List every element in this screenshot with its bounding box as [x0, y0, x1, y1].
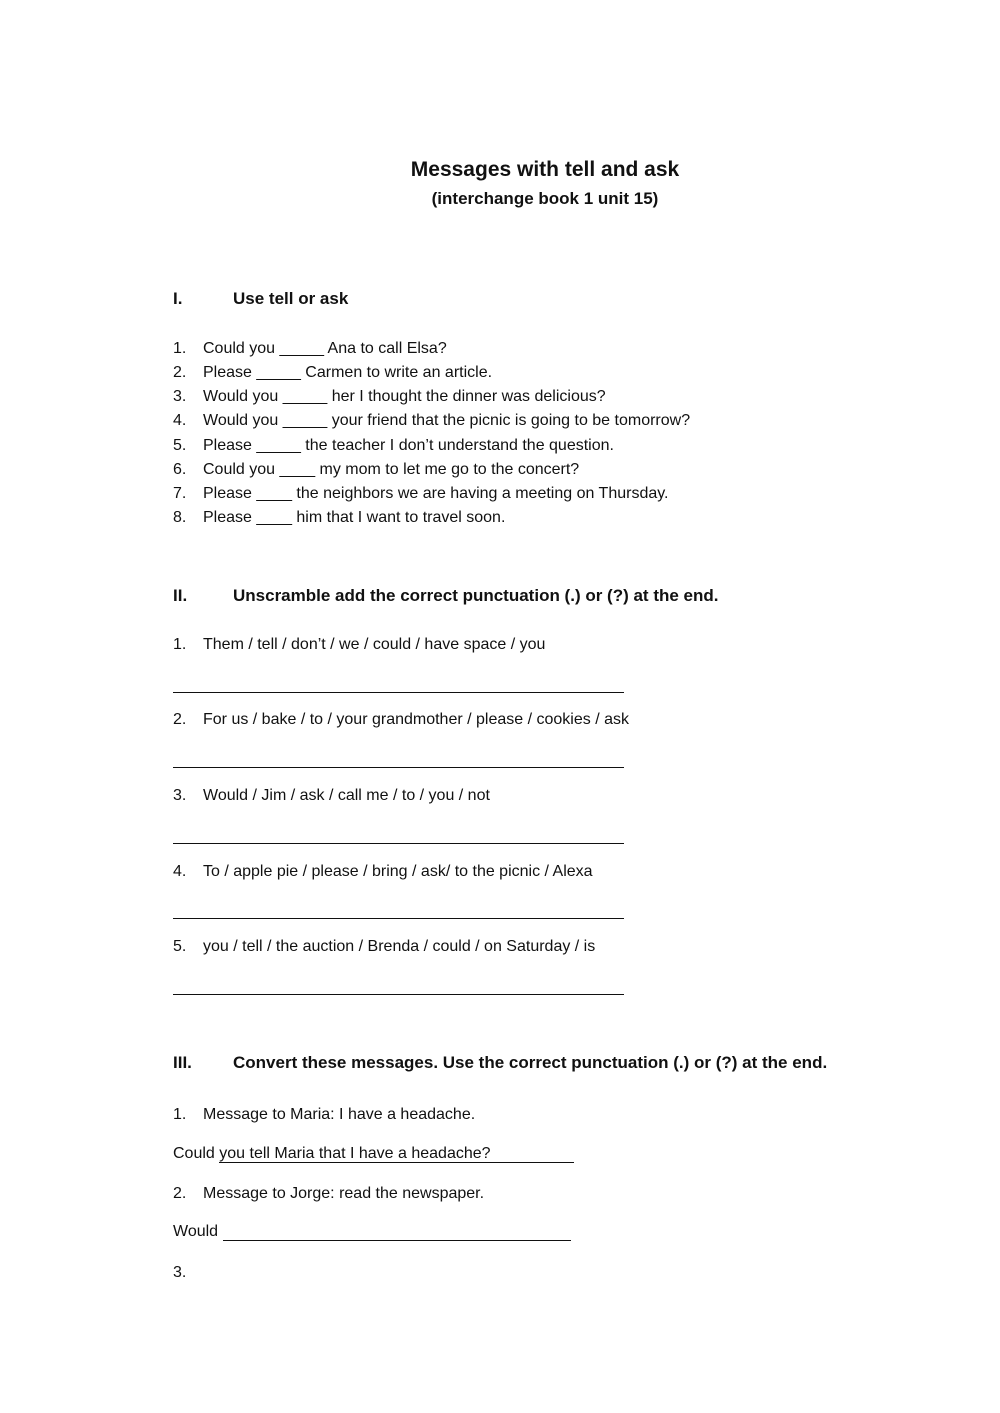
section-1-number: I.	[173, 289, 183, 308]
list-item: 5. you / tell / the auction / Brenda / could / on Saturday / is	[173, 938, 596, 955]
list-item: 2. Message to Jorge: read the newspaper.	[173, 1185, 485, 1202]
worksheet-title: Messages with tell and ask	[410, 158, 680, 181]
list-item: 7. Please ____ the neighbors we are having a meeting on Thursday.	[173, 485, 669, 502]
section-3-heading	[173, 1053, 827, 1073]
answer-example: Could you tell Maria that I have a headache?	[173, 1145, 574, 1163]
worksheet-subtitle: (interchange book 1 unit 15)	[431, 189, 659, 208]
list-item: 2. For us / bake / to / your grandmother / please / cookies / ask	[173, 711, 629, 728]
list-item: 3. Would / Jim / ask / call me / to / you / not	[173, 787, 490, 804]
list-item: 1. Them / tell / don’t / we / could / have space / you	[173, 636, 546, 653]
answer-line-row: Would	[173, 1223, 571, 1241]
list-item: 1. Message to Maria: I have a headache.	[173, 1106, 476, 1123]
answer-line[interactable]	[173, 994, 624, 995]
section-3-title: Convert these messages. Use the correct punctuation (.) or (?) at the end.	[233, 1053, 828, 1072]
answer-line[interactable]	[173, 918, 624, 919]
answer-line[interactable]	[223, 1223, 571, 1241]
section-3-number: III.	[173, 1053, 192, 1072]
section-1-title: Use tell or ask	[233, 289, 349, 308]
answer-line[interactable]	[173, 843, 624, 844]
example-answer-text: you tell Maria that I have a headache?	[219, 1145, 574, 1163]
list-item: 3. Would you _____ her I thought the dinner was delicious?	[173, 388, 606, 405]
section-1-heading	[173, 289, 348, 309]
section-2-number: II.	[173, 586, 188, 605]
section-2-title: Unscramble add the correct punctuation (.) or (?) at the end.	[233, 586, 719, 605]
list-item: 3.	[173, 1264, 187, 1281]
list-item: 6. Could you ____ my mom to let me go to the concert?	[173, 461, 580, 478]
list-item: 4. To / apple pie / please / bring / ask/ to the picnic / Alexa	[173, 863, 593, 880]
list-item: 1. Could you _____ Ana to call Elsa?	[173, 340, 447, 357]
list-item: 2. Please _____ Carmen to write an article.	[173, 364, 493, 381]
list-item: 5. Please _____ the teacher I don’t understand the question.	[173, 437, 614, 454]
answer-line[interactable]	[173, 692, 624, 693]
list-item: 4. Would you _____ your friend that the picnic is going to be tomorrow?	[173, 412, 691, 429]
section-2-heading	[173, 586, 719, 606]
list-item: 8. Please ____ him that I want to travel soon.	[173, 509, 506, 526]
answer-line[interactable]	[173, 767, 624, 768]
